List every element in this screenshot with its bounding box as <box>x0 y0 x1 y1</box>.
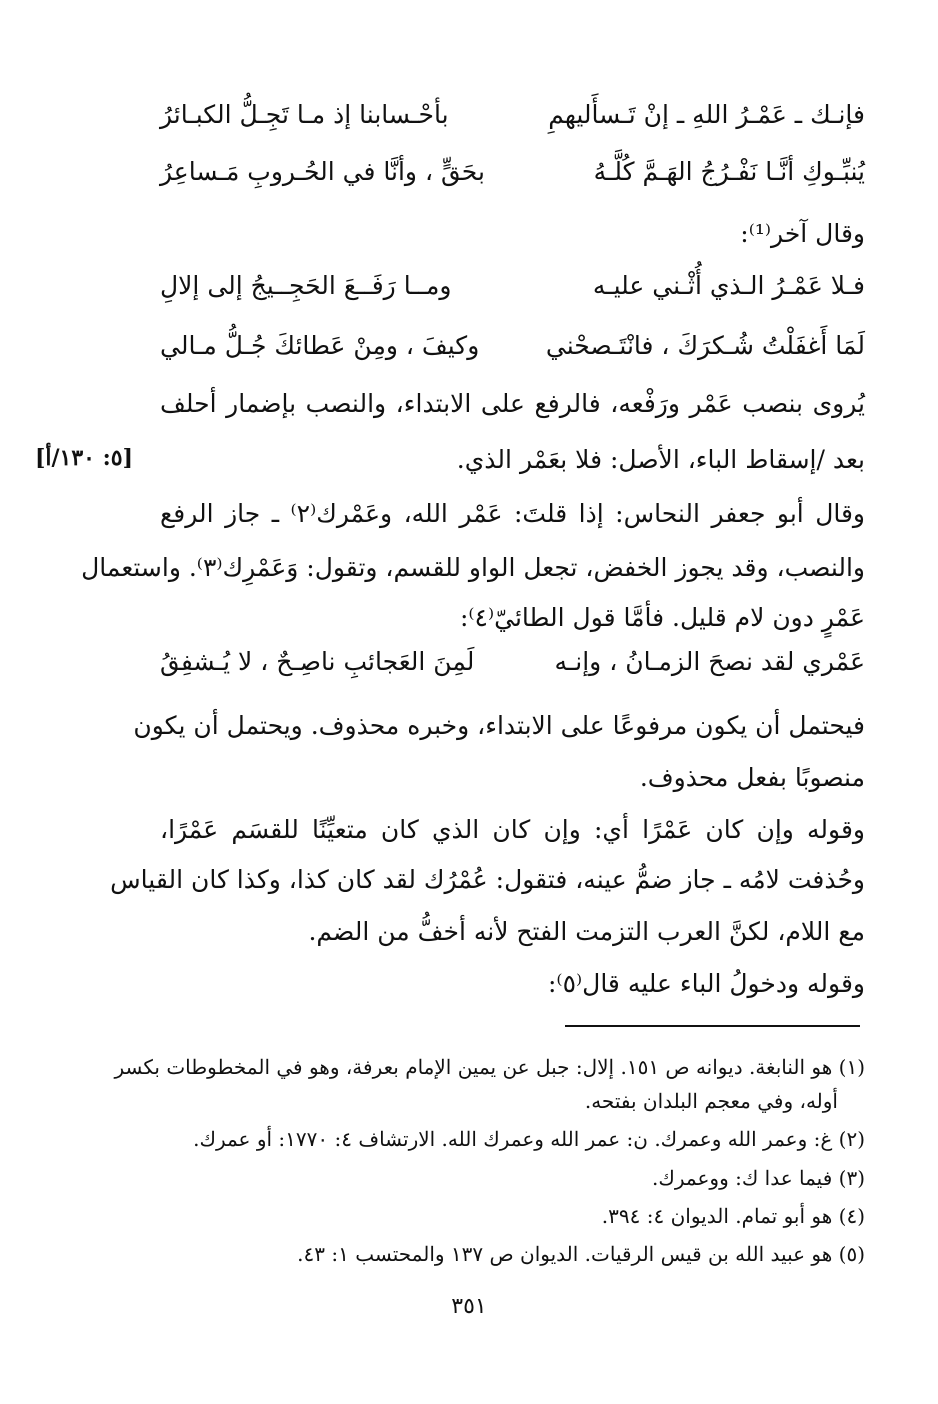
verse-hemistich-first: يُنبِّـوكِ أنَّـا نَفْـرُجُ الهَـمَّ كُلَّـهُ <box>593 157 865 186</box>
paragraph-line: بعد /إسقاط الباء، الأصل: فلا بعَمْر الذي. <box>456 445 865 474</box>
footnote: (١) هو النابغة. ديوانه ص ١٥١. إلال: جبل عن يمين الإمام بعرفة، وهو في المخطوطات بكسر <box>114 1055 865 1079</box>
footnote: (٣) فيما عدا ك: ووعمرك. <box>652 1166 865 1190</box>
paragraph-line: عَمْرٍ دون لام قليل. فأمَّا قول الطائيّ⁽٤⁾: <box>459 603 865 632</box>
verse-line <box>160 322 865 370</box>
paragraph-line: والنصب، وقد يجوز الخفض، تجعل الواو للقسم، وتقول: وَعَمْرِك⁽٣⁾. واستعمال <box>81 553 865 582</box>
paragraph-line: وقوله ودخولُ الباء عليه قال⁽٥⁾: <box>548 969 865 998</box>
verse-hemistich-second: لَمِنَ العَجائبِ ناصِـحٌ ، لا يُـشفِقُ <box>160 647 475 676</box>
verse-hemistich-first: فـلا عَمْـرُ الـذي أُثْـني عليـه <box>592 271 865 300</box>
verse-hemistich-second: بحَقٍّ ، وأنَّا في الحُـروبِ مَـساعِرُ <box>160 157 485 186</box>
manuscript-folio-marker: [٥: ١٣٠/أ] <box>34 445 134 471</box>
verse-hemistich-second: وكيفَ ، ومِنْ عَطائكَ جُـلُّ مـالي <box>160 331 480 360</box>
verse-hemistich-second: بأحْـسابنا إذ مـا تَجِـلُّ الكبـائرُ <box>160 100 449 129</box>
paragraph-line: وحُذفت لامُه ـ جاز ضمُّ عينه، فتقول: عُمْرُك لقد كان كذا، وكذا كان القياس <box>110 865 865 894</box>
verse-line <box>160 148 865 196</box>
footnote: (٢) غ: وعمر الله وعمرك. ن: عمر الله وعمرك الله. الارتشاف ٤: ١٧٧٠: أو عمرك. <box>193 1127 865 1151</box>
paragraph-line: منصوبًا بفعل محذوف. <box>639 763 865 792</box>
verse-line <box>160 638 865 686</box>
paragraph-line: يُروى بنصب عَمْر ورَفْعه، فالرفع على الابتداء، والنصب بإضمار أحلف <box>160 389 865 418</box>
paragraph-line: فيحتمل أن يكون مرفوعًا على الابتداء، وخبره محذوف. ويحتمل أن يكون <box>133 711 865 740</box>
paragraph-line: مع اللام، لكنَّ العرب التزمت الفتح لأنه أخفُّ من الضم. <box>308 917 865 946</box>
footnote-separator <box>565 1025 860 1027</box>
paragraph-line: وقوله وإن كان عَمْرًا أي: وإن كان الذي كان متعيِّنًا للقسَم عَمْرًا، <box>160 815 865 844</box>
verse-hemistich-first: فإنـك ـ عَمْـرُ اللهِ ـ إنْ تَـسأَليهمِ <box>548 100 865 129</box>
paragraph-line: وقال أبو جعفر النحاس: إذا قلتَ: عَمْر الله، وعَمْرك⁽٢⁾ ـ جاز الرفع <box>160 499 866 528</box>
verse-hemistich-second: ومــا رَفَــعَ الحَجِــيجُ إلى إلالِ <box>160 271 452 300</box>
verse-line <box>160 91 865 139</box>
footnote: أوله، وفي معجم البلدان بفتحه. <box>584 1089 838 1113</box>
verse-line <box>160 262 865 310</box>
footnote: (٤) هو أبو تمام. الديوان ٤: ٣٩٤. <box>601 1204 865 1228</box>
verse-hemistich-first: لَمَا أَغفَلْتُ شُـكرَكَ ، فانْتَـصحْني <box>545 331 865 360</box>
verse-hemistich-first: عَمْري لقد نصحَ الزمـانُ ، وإنـه <box>554 647 865 676</box>
page-number: ٣٥١ <box>451 1294 487 1319</box>
footnote: (٥) هو عبيد الله بن قيس الرقيات. الديوان ص ١٣٧ والمحتسب ١: ٤٣. <box>297 1242 865 1266</box>
intro-line: وقال آخر⁽¹⁾: <box>740 219 865 248</box>
